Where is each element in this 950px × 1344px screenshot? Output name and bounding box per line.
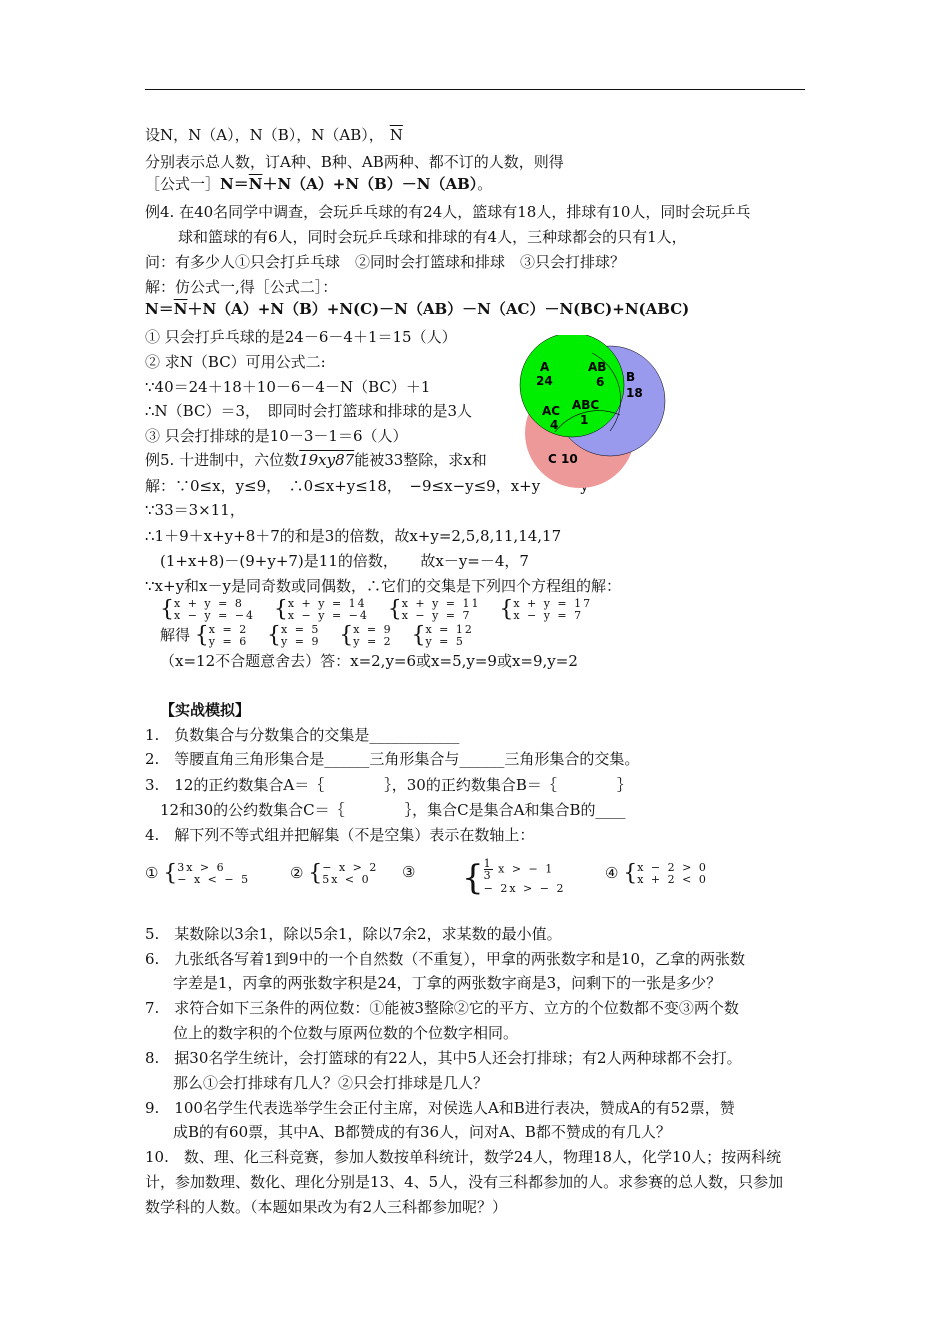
intro-line-2: 分别表示总人数，订A种、B种、AB两种、都不订的人数，则得 — [145, 153, 564, 171]
equation-systems: {x + y = 8 x − y = −4 {x + y = 14 x − y = −4 {x + y = 11 x − y = 7 {x + y = 17 x − y = 7 — [160, 597, 593, 622]
practice-3a: 3. 12的正约数集合A＝｛ ｝，30的正约数集合B＝｛ ｝ — [145, 776, 632, 794]
practice-7b: 位上的数字积的个位数与原两位数的个位数字相同。 — [173, 1024, 519, 1042]
example5-step-3: ∴1＋9＋x+y+8＋7的和是3的倍数，故x+y=2,5,8,11,14,17 — [145, 527, 562, 545]
example5-step-5: ∵x+y和x－y是同奇数或同偶数，∴它们的交集是下列四个方程组的解： — [145, 577, 621, 595]
practice-8b: 那么①会打排球有几人？②只会打排球是几人？ — [173, 1074, 489, 1092]
value-ac: 4 — [550, 418, 559, 432]
system-3: x + y = 11 x − y = 7 — [401, 597, 481, 622]
label-abc: ABC — [572, 398, 600, 412]
answer-3: ③ 只会打排球的是10－3－1＝6（人） — [145, 427, 408, 445]
example4-line-2: 球和篮球的有6人，同时会玩乒乓球和排球的有4人，三种球都会的只有1人， — [178, 228, 687, 246]
system-1: x + y = 8 x − y = −4 — [174, 597, 256, 622]
label-c: C 10 — [548, 452, 578, 466]
practice-10a: 10. 数、理、化三科竞赛，参加人数按单科统计，数学24人，物理18人，化学10人；按两科统 — [145, 1148, 782, 1166]
value-a: 24 — [536, 374, 553, 388]
practice-5: 5. 某数除以3余1，除以5余1，除以7余2，求某数的最小值。 — [145, 925, 562, 943]
label-ab: AB — [588, 360, 607, 374]
inequality-2: ② {− x > 2 5x < 0 — [290, 861, 379, 886]
practice-9a: 9. 100名学生代表选举学生会正付主席，对侯选人A和B进行表决，赞成A的有52票，赞 — [145, 1099, 735, 1117]
solution-3: x = 9 y = 2 — [353, 623, 393, 648]
example4-line-1: 例4. 在40名同学中调查，会玩乒乓球的有24人，篮球有18人，排球有10人，同时会玩乒乓 — [145, 203, 751, 221]
value-b: 18 — [626, 386, 643, 400]
practice-6a: 6. 九张纸各写着1到9中的一个自然数（不重复），甲拿的两张数字和是10，乙拿的两张数 — [145, 950, 745, 968]
inequality-3: { $\frac{1}{3}$ x > − 1 − 2x > − 2 — [462, 857, 566, 898]
answer-2-step-2: ∴N（BC）＝3， 即同时会打篮球和排球的是3人 — [145, 402, 473, 420]
solution-4: x = 12 y = 5 — [425, 623, 474, 648]
venn-diagram — [510, 335, 680, 495]
example5-question: 例5. 十进制中，六位数19xy87能被33整除，求x和 — [145, 451, 487, 469]
n-bar: $\overline{N}$ — [389, 126, 403, 144]
practice-heading: 【实战模拟】 — [160, 701, 251, 719]
solution-systems: 解得 {x = 2 y = 6 {x = 5 y = 9 {x = 9 y = 2 {x = 12 y = 5 — [160, 623, 474, 648]
example5-step-1: 解：∵0≤x，y≤9， ∴0≤x+y≤18， −9≤x−y≤9，x+y — [145, 477, 541, 495]
solution-1: x = 2 y = 6 — [208, 623, 249, 648]
value-ab: 6 — [596, 375, 605, 389]
practice-10c: 数学科的人数。（本题如果改为有2人三科都参加呢？） — [145, 1198, 508, 1216]
practice-4: 4. 解下列不等式组并把解集（不是空集）表示在数轴上： — [145, 826, 535, 844]
inequality-1: ① {3x > 6 − x < − 5 — [145, 861, 251, 886]
example4-question: 问：有多少人①只会打乒乓球 ②同时会打篮球和排球 ③只会打排球？ — [145, 253, 626, 271]
practice-9b: 成B的有60票，其中A、B都赞成的有36人，问对A、B都不赞成的有几人？ — [173, 1123, 671, 1141]
header-rule — [145, 89, 805, 90]
answer-2: ② 求N（BC）可用公式二: — [145, 353, 326, 371]
practice-10b: 计，参加数理、数化、理化分别是13、4、5人，没有三科都参加的人。求参赛的总人数，只参加 — [145, 1173, 784, 1191]
formula-one: ［公式一$]N=\overline{N}+N(A)+N(B)-N(AB)$。 — [145, 175, 493, 193]
practice-1: 1. 负数集合与分数集合的交集是____________ — [145, 726, 460, 744]
solution-2: x = 5 y = 9 — [281, 623, 321, 648]
system-2: x + y = 14 x − y = −4 — [287, 597, 369, 622]
example5-answer: （x=12不合题意舍去）答：x=2,y=6或x=5,y=9或x=9,y=2 — [160, 652, 578, 670]
practice-6b: 字差是1，丙拿的两张数字积是24，丁拿的两张数字商是3，问剩下的一张是多少？ — [173, 974, 722, 992]
answer-2-step-1: ∵40＝24＋18＋10－6－4－N（BC）＋1 — [145, 378, 431, 396]
example5-step-2: ∵33＝3×11， — [145, 501, 245, 519]
intro-line-1: 设N，N（A），N（B），N（AB）， $\overline{N}$ — [145, 126, 403, 144]
value-abc: 1 — [580, 413, 589, 427]
label-ac: AC — [542, 404, 561, 418]
inequality-4: ④ {x − 2 > 0 x + 2 < 0 — [605, 861, 708, 886]
label-b: B — [626, 370, 636, 384]
label-a: A — [540, 360, 550, 374]
answer-1: ① 只会打乒乓球的是24－6－4＋1＝15（人） — [145, 328, 457, 346]
formula-two: $N=\overline{N}+N(A)+N(B)+N(C)-N(AB)-N(AC)-N(BC)+N(ABC)$ — [145, 300, 690, 318]
practice-2: 2. 等腰直角三角形集合是______三角形集合与______三角形集合的交集。 — [145, 750, 640, 768]
example5-step-4: (1+x+8)－(9+y+7)是11的倍数， 故x－y=－4，7 — [160, 552, 529, 570]
inequality-3-marker: ③ — [402, 863, 416, 881]
example4-solution-start: 解：仿公式一,得［公式二］： — [145, 278, 338, 296]
practice-7a: 7. 求符合如下三条件的两位数：①能被3整除②它的平方、立方的个位数都不变③两个数 — [145, 999, 739, 1017]
system-4: x + y = 17 x − y = 7 — [513, 597, 593, 622]
practice-8a: 8. 据30名学生统计，会打篮球的有22人，其中5人还会打排球；有2人两种球都不会打。 — [145, 1049, 742, 1067]
practice-3b: 12和30的公约数集合C＝｛ ｝，集合C是集合A和集合B的____ — [160, 801, 626, 819]
